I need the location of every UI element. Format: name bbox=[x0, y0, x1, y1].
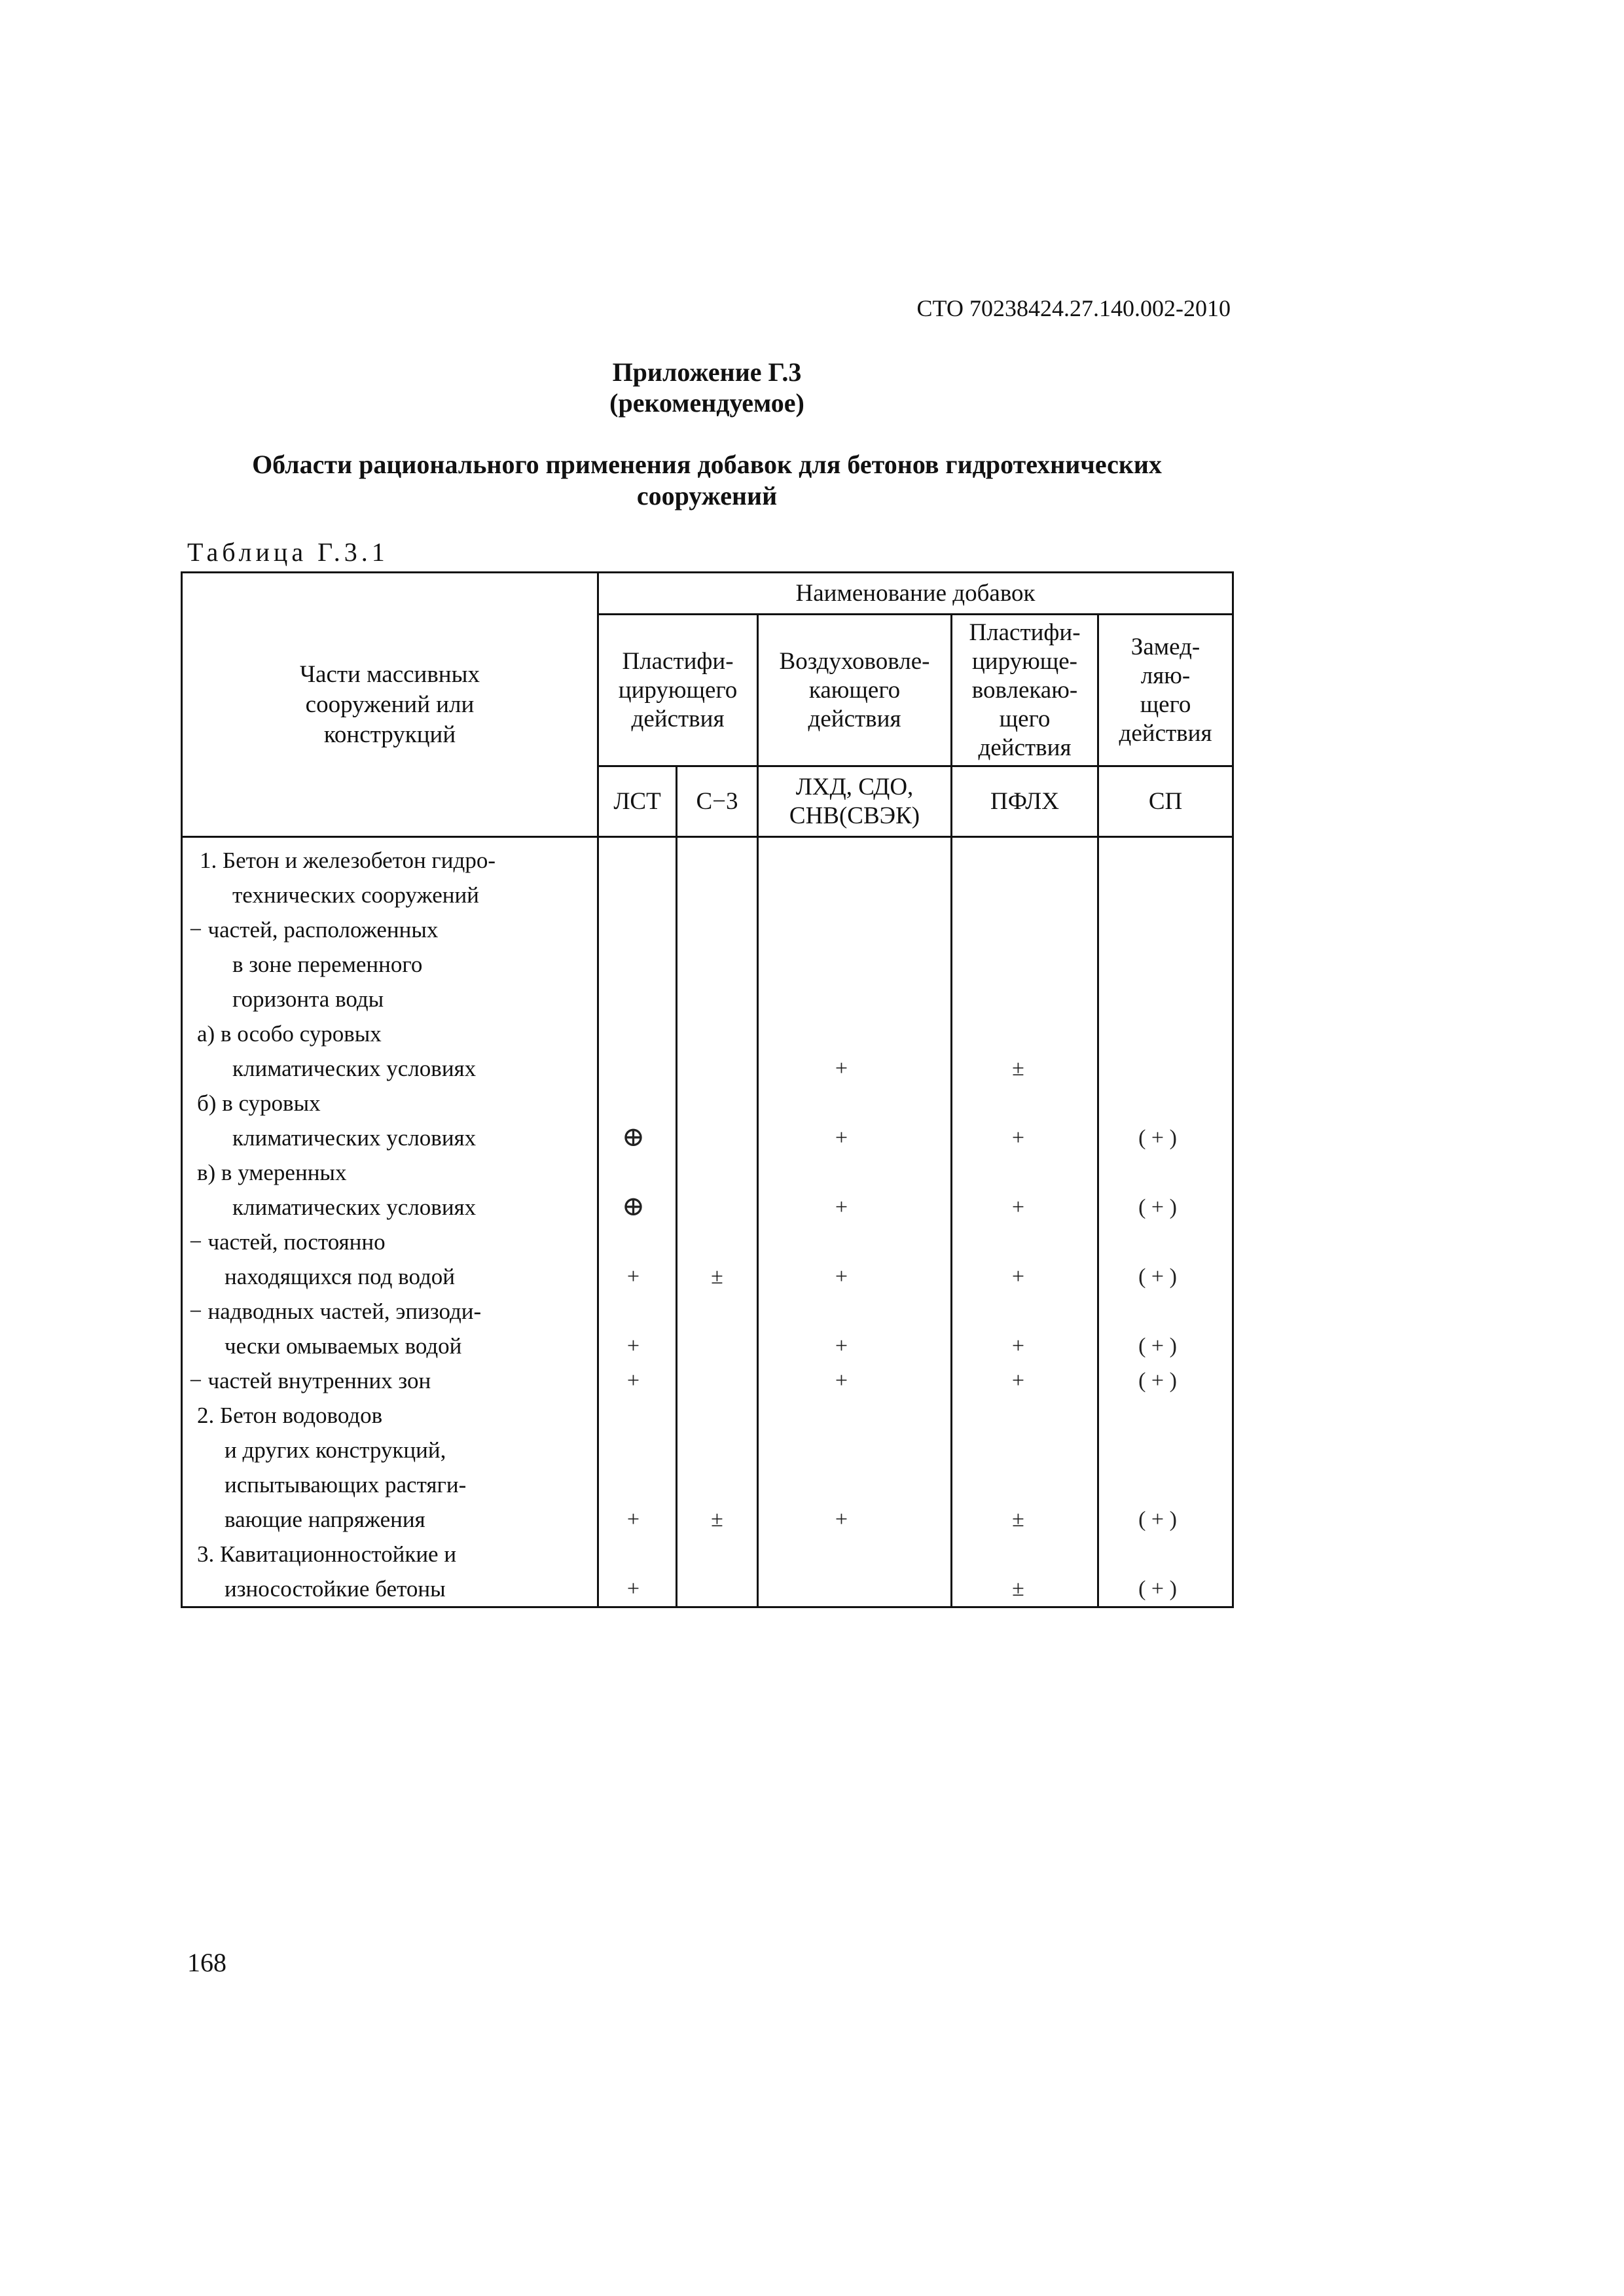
group-line: действия bbox=[978, 734, 1072, 761]
code-line: ЛХД, СДО, bbox=[795, 773, 914, 800]
parts-column bbox=[182, 837, 598, 1607]
air-mark: + bbox=[835, 1056, 848, 1081]
group-plasticizing bbox=[598, 615, 758, 766]
air-mark bbox=[746, 1571, 937, 1606]
pflh-mark bbox=[946, 878, 1091, 912]
group-air-entraining bbox=[758, 615, 952, 766]
air-mark bbox=[746, 1294, 937, 1329]
pflh-mark bbox=[946, 982, 1091, 1016]
heading-line-1: Области рационального применения добавок для бетонов гидротехнических bbox=[252, 450, 1162, 479]
pflh-mark bbox=[946, 1433, 1091, 1467]
code-sp: СП bbox=[1098, 766, 1233, 837]
lst-mark bbox=[595, 878, 672, 912]
c3-mark bbox=[677, 1190, 757, 1225]
air-column bbox=[758, 837, 952, 1607]
c3-mark bbox=[677, 1225, 757, 1259]
group-line: Воздухововле- bbox=[779, 647, 930, 675]
group-line: ляю- bbox=[1140, 662, 1191, 689]
c3-mark bbox=[677, 912, 757, 947]
pflh-mark bbox=[946, 1225, 1091, 1259]
lst-mark bbox=[595, 843, 672, 878]
sp-mark bbox=[1091, 1086, 1224, 1121]
air-mark: + bbox=[835, 1334, 848, 1358]
group-line: Замед- bbox=[1130, 633, 1200, 660]
c3-mark bbox=[677, 1121, 757, 1155]
c3-mark bbox=[677, 1329, 757, 1363]
pflh-mark: ± bbox=[1012, 1507, 1024, 1532]
part-line: 2. Бетон водоводов bbox=[197, 1403, 383, 1428]
lst-mark: + bbox=[626, 1577, 640, 1601]
lst-column bbox=[598, 837, 677, 1607]
part-line: технических сооружений bbox=[232, 882, 479, 908]
part-line: износостойкие бетоны bbox=[225, 1576, 446, 1602]
part-line: а) в особо суровых bbox=[197, 1021, 382, 1047]
sp-mark bbox=[1091, 1155, 1224, 1190]
lst-mark: + bbox=[626, 1265, 640, 1289]
parts-header-line: конструкций bbox=[323, 721, 456, 748]
parts-header-line: Части массивных bbox=[300, 660, 480, 688]
part-line: испытывающих растяги- bbox=[225, 1472, 467, 1498]
part-line: − частей, расположенных bbox=[189, 917, 439, 942]
air-mark bbox=[746, 1016, 937, 1051]
pflh-mark bbox=[946, 912, 1091, 947]
lst-mark bbox=[595, 1225, 672, 1259]
group-plasticizing-air-entraining bbox=[952, 615, 1098, 766]
pflh-mark bbox=[946, 1016, 1091, 1051]
air-mark bbox=[746, 982, 937, 1016]
sp-mark: ( + ) bbox=[1138, 1265, 1177, 1289]
c3-mark bbox=[677, 1016, 757, 1051]
air-mark: + bbox=[835, 1369, 848, 1393]
sp-mark: ( + ) bbox=[1138, 1577, 1177, 1601]
code-lst: ЛСТ bbox=[598, 766, 677, 837]
lst-mark: ⊕ bbox=[621, 1192, 645, 1222]
c3-mark bbox=[677, 1051, 757, 1086]
part-line: в зоне переменного bbox=[232, 952, 423, 977]
sp-mark bbox=[1091, 878, 1224, 912]
lst-mark: + bbox=[626, 1507, 640, 1532]
pflh-mark: + bbox=[1011, 1334, 1025, 1358]
c3-mark: ± bbox=[711, 1265, 723, 1289]
pflh-mark bbox=[946, 1537, 1091, 1571]
pflh-mark: + bbox=[1011, 1126, 1025, 1150]
sp-mark bbox=[1091, 1433, 1224, 1467]
sp-mark bbox=[1091, 1294, 1224, 1329]
lst-mark bbox=[595, 947, 672, 982]
c3-mark bbox=[677, 843, 757, 878]
pflh-mark bbox=[946, 1398, 1091, 1433]
lst-mark: + bbox=[626, 1369, 640, 1393]
additives-group-header: Наименование добавок bbox=[598, 573, 1233, 615]
lst-mark bbox=[595, 1016, 672, 1051]
sp-mark bbox=[1091, 1537, 1224, 1571]
sp-mark bbox=[1091, 1398, 1224, 1433]
pflh-mark bbox=[946, 1086, 1091, 1121]
group-line: кающего bbox=[808, 676, 901, 704]
code-line: СНВ(СВЭК) bbox=[789, 802, 920, 829]
part-line: вающие напряжения bbox=[225, 1507, 425, 1532]
group-line: цирующего bbox=[618, 676, 738, 704]
lst-mark bbox=[595, 982, 672, 1016]
sp-mark bbox=[1091, 982, 1224, 1016]
air-mark: + bbox=[835, 1265, 848, 1289]
pflh-mark: ± bbox=[1012, 1577, 1024, 1601]
pflh-mark: + bbox=[1011, 1265, 1025, 1289]
c3-mark bbox=[677, 1155, 757, 1190]
pflh-mark: + bbox=[1011, 1195, 1025, 1219]
additives-table bbox=[181, 571, 1234, 1608]
sp-column bbox=[1098, 837, 1233, 1607]
lst-mark bbox=[595, 1537, 672, 1571]
c3-mark: ± bbox=[711, 1507, 723, 1532]
air-mark: + bbox=[835, 1126, 848, 1150]
lst-mark: + bbox=[626, 1334, 640, 1358]
lst-mark bbox=[595, 1051, 672, 1086]
pflh-mark bbox=[946, 1467, 1091, 1502]
sp-mark bbox=[1091, 947, 1224, 982]
c3-mark bbox=[677, 1537, 757, 1571]
sp-mark: ( + ) bbox=[1138, 1369, 1177, 1393]
lst-mark bbox=[595, 1155, 672, 1190]
air-mark: + bbox=[835, 1507, 848, 1532]
sp-mark: ( + ) bbox=[1138, 1334, 1177, 1358]
part-line: находящихся под водой bbox=[225, 1264, 455, 1289]
pflh-mark bbox=[946, 947, 1091, 982]
code-c3: С−3 bbox=[677, 766, 758, 837]
part-line: горизонта воды bbox=[232, 986, 384, 1012]
air-mark bbox=[746, 1155, 937, 1190]
code-pflh: ПФЛХ bbox=[952, 766, 1098, 837]
part-line: − частей, постоянно bbox=[189, 1229, 386, 1255]
air-mark bbox=[746, 912, 937, 947]
code-air bbox=[758, 766, 952, 837]
appendix-title: Приложение Г.3 bbox=[612, 357, 802, 387]
sp-mark bbox=[1091, 1051, 1224, 1086]
air-mark bbox=[746, 1225, 937, 1259]
lst-mark: ⊕ bbox=[621, 1122, 645, 1153]
part-line: чески омываемых водой bbox=[225, 1333, 462, 1359]
c3-mark bbox=[677, 1571, 757, 1606]
sp-mark bbox=[1091, 843, 1224, 878]
lst-mark bbox=[595, 1086, 672, 1121]
c3-mark bbox=[677, 982, 757, 1016]
part-line: − надводных частей, эпизоди- bbox=[189, 1299, 482, 1324]
group-line: Пластифи- bbox=[969, 619, 1081, 646]
group-line: действия bbox=[808, 705, 901, 732]
sp-mark bbox=[1091, 1225, 1224, 1259]
air-mark bbox=[746, 878, 937, 912]
lst-mark bbox=[595, 1467, 672, 1502]
group-line: Пластифи- bbox=[622, 647, 734, 675]
air-mark bbox=[746, 1537, 937, 1571]
part-line: 1. Бетон и железобетон гидро- bbox=[200, 848, 496, 873]
c3-mark bbox=[677, 1294, 757, 1329]
lst-mark bbox=[595, 1433, 672, 1467]
air-mark bbox=[746, 947, 937, 982]
air-mark bbox=[746, 1398, 937, 1433]
sp-mark: ( + ) bbox=[1138, 1126, 1177, 1150]
sp-mark bbox=[1091, 1467, 1224, 1502]
part-line: и других конструкций, bbox=[225, 1437, 446, 1463]
group-line: действия bbox=[631, 705, 725, 732]
group-line: щего bbox=[1140, 691, 1191, 718]
part-line: б) в суровых bbox=[197, 1090, 321, 1116]
c3-mark bbox=[677, 1433, 757, 1467]
part-line: в) в умеренных bbox=[197, 1160, 347, 1185]
sp-mark bbox=[1091, 912, 1224, 947]
c3-mark bbox=[677, 1467, 757, 1502]
group-line: вовлекаю- bbox=[971, 676, 1078, 704]
sp-mark bbox=[1091, 1016, 1224, 1051]
lst-mark bbox=[595, 1398, 672, 1433]
part-line: − частей внутренних зон bbox=[189, 1368, 431, 1393]
part-line: климатических условиях bbox=[232, 1125, 477, 1151]
pflh-column bbox=[952, 837, 1098, 1607]
lst-mark bbox=[595, 1294, 672, 1329]
group-line: цирующе- bbox=[972, 647, 1077, 675]
page-number: 168 bbox=[187, 1948, 226, 1977]
table-caption: Таблица Г.3.1 bbox=[187, 537, 389, 567]
parts-column-header bbox=[182, 573, 598, 837]
c3-mark bbox=[677, 947, 757, 982]
air-mark bbox=[746, 843, 937, 878]
air-mark bbox=[746, 1467, 937, 1502]
heading-line-2: сооружений bbox=[636, 481, 778, 511]
c3-mark bbox=[677, 878, 757, 912]
part-line: климатических условиях bbox=[232, 1056, 477, 1081]
air-mark bbox=[746, 1086, 937, 1121]
lst-mark bbox=[595, 912, 672, 947]
pflh-mark: + bbox=[1011, 1369, 1025, 1393]
group-line: действия bbox=[1119, 719, 1212, 747]
pflh-mark: ± bbox=[1012, 1056, 1024, 1081]
pflh-mark bbox=[946, 1294, 1091, 1329]
c3-mark bbox=[677, 1086, 757, 1121]
pflh-mark bbox=[946, 1155, 1091, 1190]
sp-mark: ( + ) bbox=[1138, 1507, 1177, 1532]
appendix-subtitle: (рекомендуемое) bbox=[609, 388, 804, 418]
air-mark: + bbox=[835, 1195, 848, 1219]
part-line: 3. Кавитационностойкие и bbox=[197, 1541, 457, 1567]
c3-mark bbox=[677, 1398, 757, 1433]
group-line: щего bbox=[999, 705, 1051, 732]
document-code: СТО 70238424.27.140.002-2010 bbox=[916, 295, 1231, 321]
sp-mark: ( + ) bbox=[1138, 1195, 1177, 1219]
air-mark bbox=[746, 1433, 937, 1467]
part-line: климатических условиях bbox=[232, 1194, 477, 1220]
parts-header-line: сооружений или bbox=[305, 691, 475, 718]
c3-mark bbox=[677, 1363, 757, 1398]
group-retarding bbox=[1098, 615, 1233, 766]
pflh-mark bbox=[946, 843, 1091, 878]
